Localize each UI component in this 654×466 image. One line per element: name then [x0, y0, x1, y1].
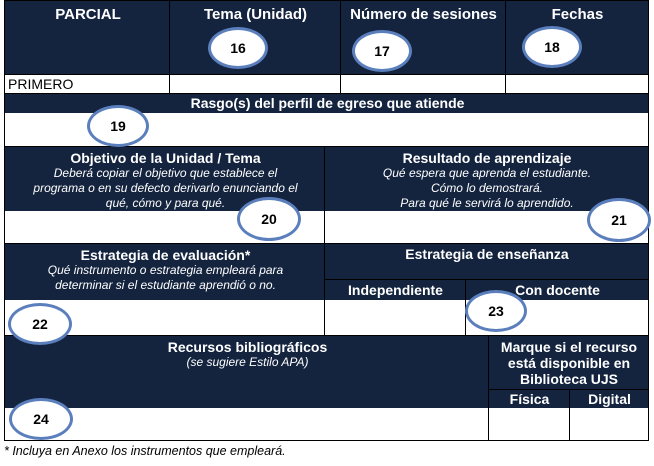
fechas-label: Fechas — [551, 6, 604, 23]
objetivo-line3: qué, cómo y para qué. — [105, 196, 226, 210]
objetivo-title: Objetivo de la Unidad / Tema — [70, 150, 261, 166]
digital-input[interactable] — [570, 408, 649, 441]
independiente-input[interactable] — [325, 300, 466, 336]
footnote: * Incluya en Anexo los instrumentos que empleará. — [4, 444, 286, 458]
evaluacion-line2: determinar si el estudiante aprendió o no. — [55, 278, 276, 292]
badge-17: 17 — [352, 30, 412, 72]
resultado-line1: Qué espera que aprenda el estudiante. — [382, 166, 592, 180]
parcial-header — [4, 0, 170, 74]
recursos-header — [4, 336, 489, 408]
marque-line2: está disponible en — [507, 355, 631, 371]
fechas-value-cell[interactable] — [506, 74, 649, 94]
resultado-line3: Para qué le servirá lo aprendido. — [400, 196, 574, 210]
parcial-value: PRIMERO — [8, 76, 74, 92]
badge-22: 22 — [8, 303, 72, 345]
marque-header — [489, 336, 649, 389]
recursos-input[interactable] — [4, 408, 489, 441]
rasgos-title: Rasgo(s) del perfil de egreso que atiende — [190, 95, 465, 111]
badge-20: 20 — [237, 197, 301, 241]
evaluacion-line1: Qué instrumento o estrategia empleará para — [47, 263, 284, 277]
objetivo-line1: Deberá copiar el objetivo que establece el — [53, 166, 278, 180]
badge-18: 18 — [522, 26, 582, 68]
sesiones-value-cell[interactable] — [341, 74, 506, 94]
badge-21: 21 — [587, 198, 651, 242]
fisica-input[interactable] — [489, 408, 570, 441]
con-docente-label: Con docente — [515, 282, 600, 298]
parcial-label: PARCIAL — [55, 6, 121, 23]
ensenanza-title: Estrategia de enseñanza — [405, 246, 569, 262]
badge-16: 16 — [208, 27, 268, 69]
digital-header — [570, 389, 649, 408]
ensenanza-header — [325, 244, 649, 279]
resultado-line2: Cómo lo demostrará. — [430, 181, 544, 195]
evaluacion-header — [4, 244, 325, 300]
fisica-label: Física — [509, 391, 550, 407]
digital-label: Digital — [588, 391, 631, 407]
independiente-header — [325, 279, 466, 300]
parcial-value-cell[interactable] — [4, 74, 170, 94]
tema-label: Tema (Unidad) — [203, 6, 308, 23]
badge-23: 23 — [465, 290, 527, 332]
recursos-title: Recursos bibliográficos — [167, 339, 328, 355]
independiente-label: Independiente — [348, 282, 443, 298]
badge-24: 24 — [9, 398, 73, 440]
sesiones-label: Número de sesiones — [350, 6, 497, 23]
objetivo-line2: programa o en su defecto derivarlo enunciando el — [33, 181, 298, 195]
marque-line1: Marque si el recurso — [500, 339, 638, 355]
fisica-header — [489, 389, 570, 408]
evaluacion-title: Estrategia de evaluación* — [80, 247, 251, 263]
marque-line3: Biblioteca UJS — [519, 371, 619, 387]
resultado-title: Resultado de aprendizaje — [402, 150, 572, 166]
badge-19: 19 — [87, 105, 149, 147]
recursos-subtitle: (se sugiere Estilo APA) — [186, 355, 309, 369]
tema-value-cell[interactable] — [170, 74, 341, 94]
